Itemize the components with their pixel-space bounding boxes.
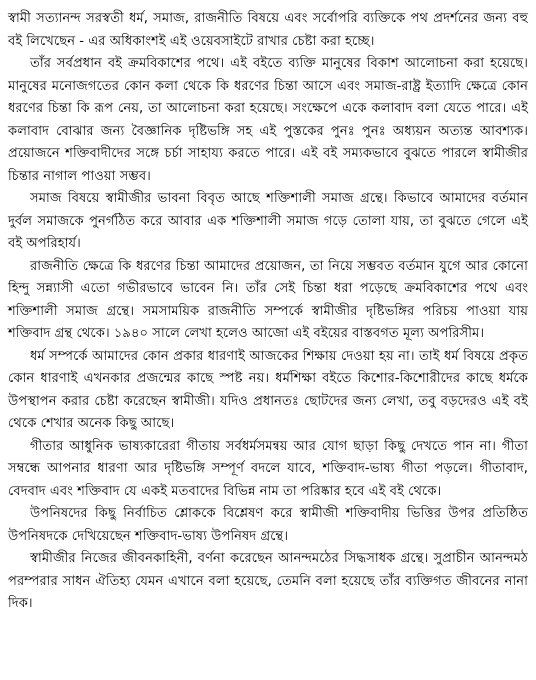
paragraph-jibankahini: স্বামীজীর নিজের জীবনকাহিনী, বর্ণনা করেছেন আনন্দমঠের সিদ্ধসাধক গ্রন্থে। সুপ্রাচীন আনন্দমঠ পরম্পরার সাধন ঐতিহ্য যেমন এখানে বলা হয়েছে, তেমনি বলা হয়েছে তাঁর ব্যক্তিগত জীবনের নানা দিক। <box>8 551 528 611</box>
paragraph-dharma: ধর্ম সম্পর্কে আমাদের কোন প্রকার ধারণাই আজকের শিক্ষায় দেওয়া হয় না। তাই ধর্ম বিষয়ে প্রকৃত কোন ধারণাই এখনকার প্রজন্মের কাছে স্পষ্ট নয়। ধর্মশিক্ষা বইতে কিশোর-কিশোরীদের কাছে ধর্মকে উপস্থাপন করার চেষ্টা করেছেন স্বামীজী। যদিও প্রধানতঃ ছোটদের জন্য লেখা, তবু বড়দেরও এই বই থেকে শেখার অনেক কিছু আছে। <box>8 348 528 431</box>
paragraph-rajniti: রাজনীতি ক্ষেত্রে কি ধরণের চিন্তা আমাদের প্রয়োজন, তা নিয়ে সম্ভবত বর্তমান যুগে আর কোনো হিন্দু সন্ন্যাসী এতো গভীরভাবে ভাবেন নি। তাঁর সেই চিন্তা ধরা পড়েছে ক্রমবিকাশের পথে এবং শক্তিশালী সমাজ গ্রন্থে। সমসাময়িক রাজনীতি সম্পর্কে স্বামীজীর দৃষ্টিভঙ্গির পরিচয় পাওয়া যায় শক্তিবাদ গ্রন্থ থেকে। ১৯৪০ সালে লেখা হলেও আজো এই বইয়ের বাস্তবগত মূল্য অপরিসীম। <box>8 258 528 341</box>
intro-paragraph: স্বামী সত্যানন্দ সরস্বতী ধর্ম, সমাজ, রাজনীতি বিষয়ে এবং সর্বোপরি ব্যক্তিকে পথ প্রদর্শনের জন্য বহু বই লিখেছেন - এর অধিকাংশই এই ওয়েবসাইটে রাখার চেষ্টা করা হচ্ছে। <box>8 11 528 49</box>
paragraph-kramabikash: তাঁর সর্বপ্রধান বই ক্রমবিকাশের পথে। এই বইতে ব্যক্তি মানুষের বিকাশ আলোচনা করা হয়েছে। মানুষের মনোজগতের কোন কলা থেকে কি ধরণের চিন্তা আসে এবং সমাজ-রাষ্ট্র ইত্যাদি ক্ষেত্রে কোন ধরণের চিন্তা কি রূপ নেয়, তা আলোচনা করা হয়েছে। সংক্ষেপে একে কলাবাদ বলা যেতে পারে। এই কলাবাদ বোঝার জন্য বৈজ্ঞানিক দৃষ্টিভঙ্গি সহ এই পুস্তকের পুনঃ পুনঃ অধ্যয়ন অত্যন্ত আবশ্যক। প্রয়োজনে শক্তিবাদীদের সঙ্গে চর্চা সাহায্য করতে পারে। এই বই সম্যকভাবে বুঝতে পারলে স্বামীজীর চিন্তার নাগাল পাওয়া সম্ভব। <box>8 56 528 184</box>
paragraph-samaj: সমাজ বিষয়ে স্বামীজীর ভাবনা বিবৃত আছে শক্তিশালী সমাজ গ্রন্থে। কিভাবে আমাদের বর্তমান দুর্বল সমাজকে পুনর্গঠিত করে আবার এক শক্তিশালী সমাজ গড়ে তোলা যায়, তা বুঝতে গেলে এই বই অপরিহার্য। <box>8 191 528 251</box>
paragraph-gita: গীতার আধুনিক ভাষ্যকারেরা গীতায় সর্বধর্মসমন্বয় আর যোগ ছাড়া কিছু দেখতে পান না। গীতা সম্বন্ধে আপনার ধারণা আর দৃষ্টিভঙ্গি সম্পূর্ণ বদলে যাবে, শক্তিবাদ-ভাষ্য গীতা পড়লে। গীতাবাদ, বেদবাদ এবং শক্তিবাদ যে একই মতবাদের বিভিন্ন নাম তা পরিষ্কার হবে এই বই থেকে। <box>8 438 528 499</box>
paragraph-upanishad: উপনিষদের কিছু নির্বাচিত শ্লোককে বিশ্লেষণ করে স্বামীজী শক্তিবাদীয় ভিত্তির উপর প্রতিষ্ঠিত উপনিষদকে দেখিয়েছেন শক্তিবাদ-ভাষ্য উপনিষদ গ্রন্থে। <box>8 506 528 544</box>
